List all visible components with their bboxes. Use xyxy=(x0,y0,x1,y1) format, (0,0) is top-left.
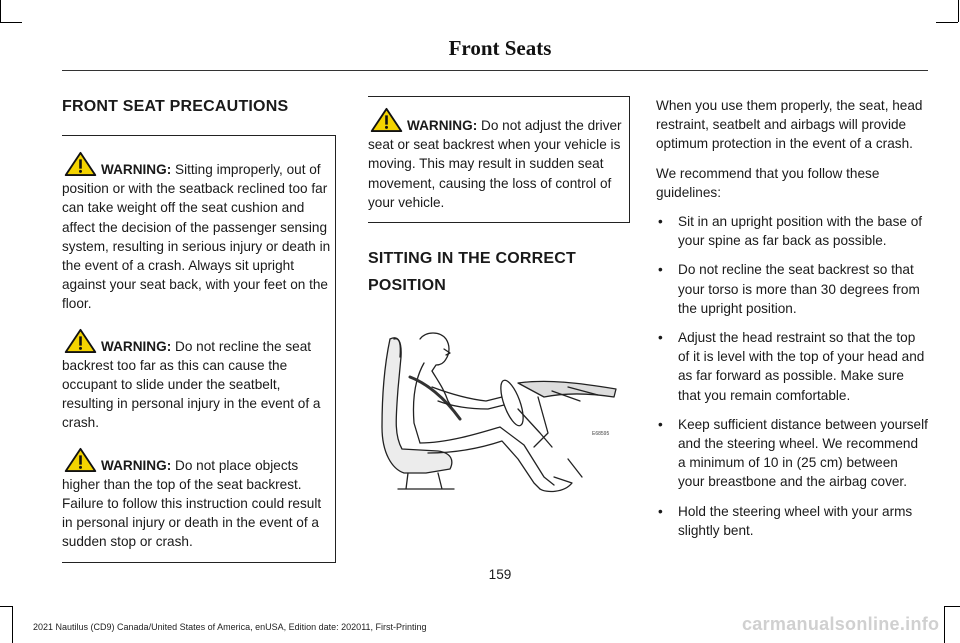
crop-mark xyxy=(0,22,22,23)
warning-text: Do not place objects higher than the top of the seat backrest. Failure to follow this instruction could result in personal injury or death in the event of a sudden stop or crash. xyxy=(62,457,322,550)
warning-text: Sitting improperly, out of position or with the seatback reclined too far can take weight off the seat cushion and affect the decision of the passenger sensing system, resulting in serious injury or death in the event of a crash. Always sit upright against your seat back, with your feet on the floor. xyxy=(62,162,331,312)
list-item xyxy=(656,212,928,250)
intro-paragraph: When you use them properly, the seat, head restraint, seatbelt and airbags will provide optimum protection in the event of a crash. xyxy=(656,98,923,152)
list-item-text: Hold the steering wheel with your arms slightly bent. xyxy=(678,503,913,538)
list-item-text: Do not recline the seat backrest so that your torso is more than 30 degrees from the upright position. xyxy=(678,262,920,316)
list-item xyxy=(656,260,928,318)
figure-code: E68595 xyxy=(592,431,610,438)
bullet-icon: • xyxy=(658,262,663,278)
bullet-icon: • xyxy=(658,330,663,346)
warning-triangle-icon xyxy=(368,107,405,133)
list-item xyxy=(656,328,928,405)
edition-footer: 2021 Nautilus (CD9) Canada/United States of America, enUSA, Edition date: 202011, First-Printing xyxy=(33,622,427,632)
list-item-text: Keep sufficient distance between yourself and the steering wheel. We recommend a minimum of 10 in (25 cm) between your breastbone and the airbag cover. xyxy=(678,416,928,490)
list-item-text: Adjust the head restraint so that the top of it is level with the top of your head and as far forward as possible. Make sure that you remain comfortable. xyxy=(678,330,925,403)
warning-label: WARNING: xyxy=(407,118,478,133)
section-heading-front-seat-precautions: FRONT SEAT PRECAUTIONS xyxy=(62,98,289,115)
warning-paragraph xyxy=(62,447,333,552)
warning-triangle-icon xyxy=(62,447,99,473)
warning-triangle-icon xyxy=(62,151,99,177)
bullet-icon: • xyxy=(658,416,663,432)
crop-mark xyxy=(944,606,945,643)
crop-mark xyxy=(0,0,1,22)
warning-label: WARNING: xyxy=(101,457,172,473)
bullet-icon: • xyxy=(658,503,663,519)
right-column xyxy=(656,96,928,550)
seated-driver-illustration xyxy=(368,327,630,495)
page-number: 159 xyxy=(488,567,512,582)
crop-mark xyxy=(936,22,958,23)
watermark-text: carmanualsonline.info xyxy=(742,614,940,634)
section-heading-sitting-position xyxy=(368,245,630,299)
warning-text: Do not adjust the driver seat or seat backrest when your vehicle is moving. This may result in sudden seat movement, causing the loss of control of your vehicle. xyxy=(368,118,622,210)
crop-mark xyxy=(958,0,959,22)
heading-line: SITTING IN THE CORRECT xyxy=(368,250,576,268)
crop-mark xyxy=(944,606,960,607)
crop-mark xyxy=(0,606,12,607)
warning-text: Do not recline the seat backrest too far as this can cause the occupant to slide under the seatbelt, resulting in personal injury in the event of a crash. xyxy=(62,338,321,431)
heading-line: POSITION xyxy=(368,277,447,295)
page-title: Front Seats xyxy=(448,36,552,60)
guidelines-list xyxy=(656,212,928,540)
warning-box xyxy=(62,135,336,563)
warning-paragraph xyxy=(368,107,627,212)
title-divider xyxy=(62,70,928,71)
list-item xyxy=(656,502,928,540)
warning-triangle-icon xyxy=(62,328,99,354)
list-item-text: Sit in an upright position with the base of your spine as far back as possible. xyxy=(678,214,923,249)
middle-column xyxy=(368,96,630,500)
warning-label: WARNING: xyxy=(101,338,172,354)
crop-mark xyxy=(12,606,13,643)
warning-paragraph xyxy=(62,151,333,314)
bullet-icon: • xyxy=(658,214,663,230)
warning-paragraph xyxy=(62,328,333,433)
recommend-paragraph: We recommend that you follow these guidelines: xyxy=(656,165,880,200)
warning-box xyxy=(368,96,630,223)
list-item xyxy=(656,415,928,492)
warning-label: WARNING: xyxy=(101,162,172,177)
left-column xyxy=(62,96,336,563)
